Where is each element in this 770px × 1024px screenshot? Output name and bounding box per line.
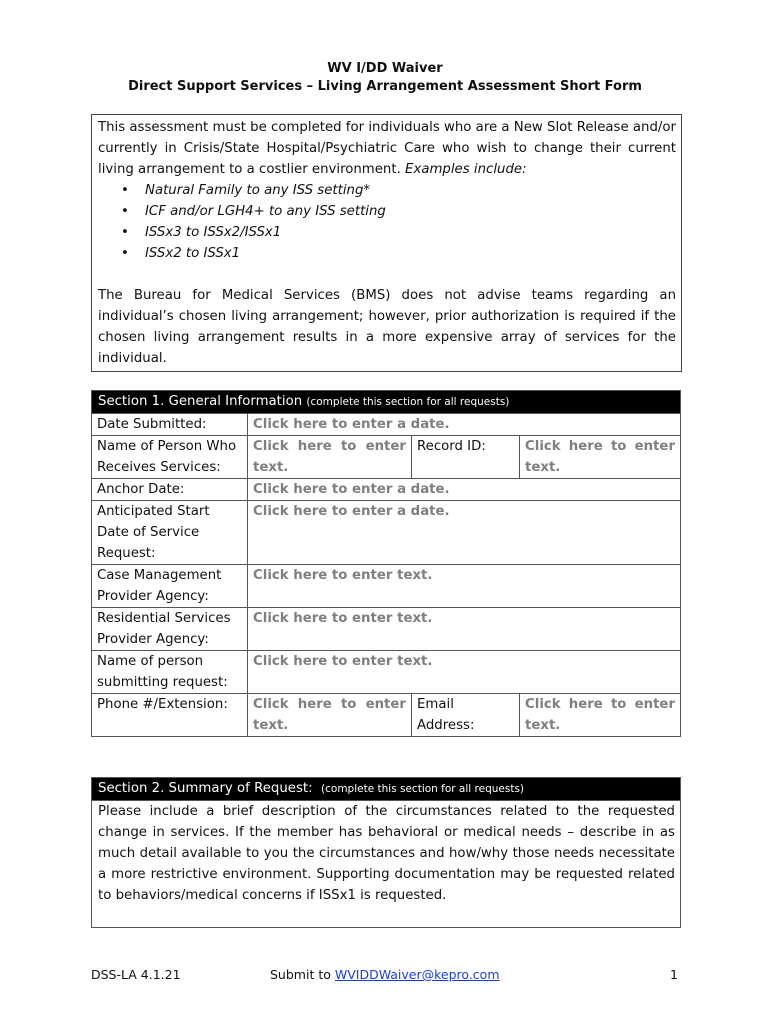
section2-header [92, 778, 681, 801]
email-field[interactable]: Click here to enter text. [520, 694, 681, 737]
example-item: • ICF and/or LGH4+ to any ISS setting [145, 201, 676, 222]
examples-label: Examples include: [405, 162, 527, 177]
document-header [0, 60, 770, 96]
example-item: • Natural Family to any ISS setting* [145, 180, 676, 201]
date-submitted-row [92, 414, 681, 436]
section1-title: Section 1. General Information [98, 394, 303, 409]
footer-email-link[interactable]: WVIDDWaiver@kepro.com [334, 967, 500, 982]
person-name-label: Name of Person Who Receives Services: [92, 436, 248, 479]
submitter-field[interactable]: Click here to enter text. [248, 651, 681, 694]
example-item: • ISSx2 to ISSx1 [145, 243, 676, 264]
section1-header [92, 391, 681, 414]
record-id-field[interactable]: Click here to enter text. [520, 436, 681, 479]
section2-subtitle: (complete this section for all requests) [321, 783, 525, 795]
anchor-date-row [92, 479, 681, 501]
start-date-field[interactable]: Click here to enter a date. [248, 501, 681, 565]
footer-page-number: 1 [670, 967, 678, 982]
section2-body[interactable]: Please include a brief description of the circumstances related to the requested change in services. If the member has behavioral or medical needs – describe in as much detail available to you the circumstances and how/why those needs necessitate a more restrictive environment. Supporting documentation may be requested related to behaviors/medical concerns if ISSx1 is requested. [92, 801, 681, 928]
footer-submit [270, 967, 500, 982]
phone-field[interactable]: Click here to enter text. [248, 694, 412, 737]
contact-row [92, 694, 681, 737]
section2-table [91, 777, 681, 928]
section1-table [91, 390, 681, 737]
bms-note: The Bureau for Medical Services (BMS) does not advise teams regarding an individual’s chosen living arrangement; however, prior authorization is required if the chosen living arrangement results in a more expensive array of services for the individual. [98, 288, 676, 366]
submitter-row [92, 651, 681, 694]
form-subtitle: Direct Support Services – Living Arrangement Assessment Short Form [128, 79, 642, 94]
person-name-field[interactable]: Click here to enter text. [248, 436, 412, 479]
case-mgmt-row [92, 565, 681, 608]
intro-text: This assessment must be completed for individuals who are a New Slot Release and/or currently in Crisis/State Hospital/Psychiatric Care who wish to change their current living arrangement to a costlier environment. Examples include: [98, 120, 676, 177]
person-row [92, 436, 681, 479]
section2-body-row [92, 801, 681, 928]
date-submitted-field[interactable]: Click here to enter a date. [248, 414, 681, 436]
intro-box [91, 114, 682, 372]
start-date-label: Anticipated Start Date of Service Request: [92, 501, 248, 565]
residential-label: Residential Services Provider Agency: [92, 608, 248, 651]
section2-title: Section 2. Summary of Request: [98, 781, 313, 796]
start-date-row [92, 501, 681, 565]
phone-label: Phone #/Extension: [92, 694, 248, 737]
case-mgmt-label: Case Management Provider Agency: [92, 565, 248, 608]
form-title: WV I/DD Waiver [327, 61, 443, 76]
date-submitted-label: Date Submitted: [92, 414, 248, 436]
anchor-date-label: Anchor Date: [92, 479, 248, 501]
email-label: Email Address: [412, 694, 520, 737]
residential-row [92, 608, 681, 651]
record-id-label: Record ID: [412, 436, 520, 479]
case-mgmt-field[interactable]: Click here to enter text. [248, 565, 681, 608]
footer-form-id: DSS-LA 4.1.21 [91, 967, 181, 982]
example-item: • ISSx3 to ISSx2/ISSx1 [145, 222, 676, 243]
residential-field[interactable]: Click here to enter text. [248, 608, 681, 651]
anchor-date-field[interactable]: Click here to enter a date. [248, 479, 681, 501]
submitter-label: Name of person submitting request: [92, 651, 248, 694]
footer-submit-prefix: Submit to [270, 967, 331, 982]
examples-list [98, 180, 676, 264]
section1-subtitle: (complete this section for all requests) [306, 396, 510, 408]
